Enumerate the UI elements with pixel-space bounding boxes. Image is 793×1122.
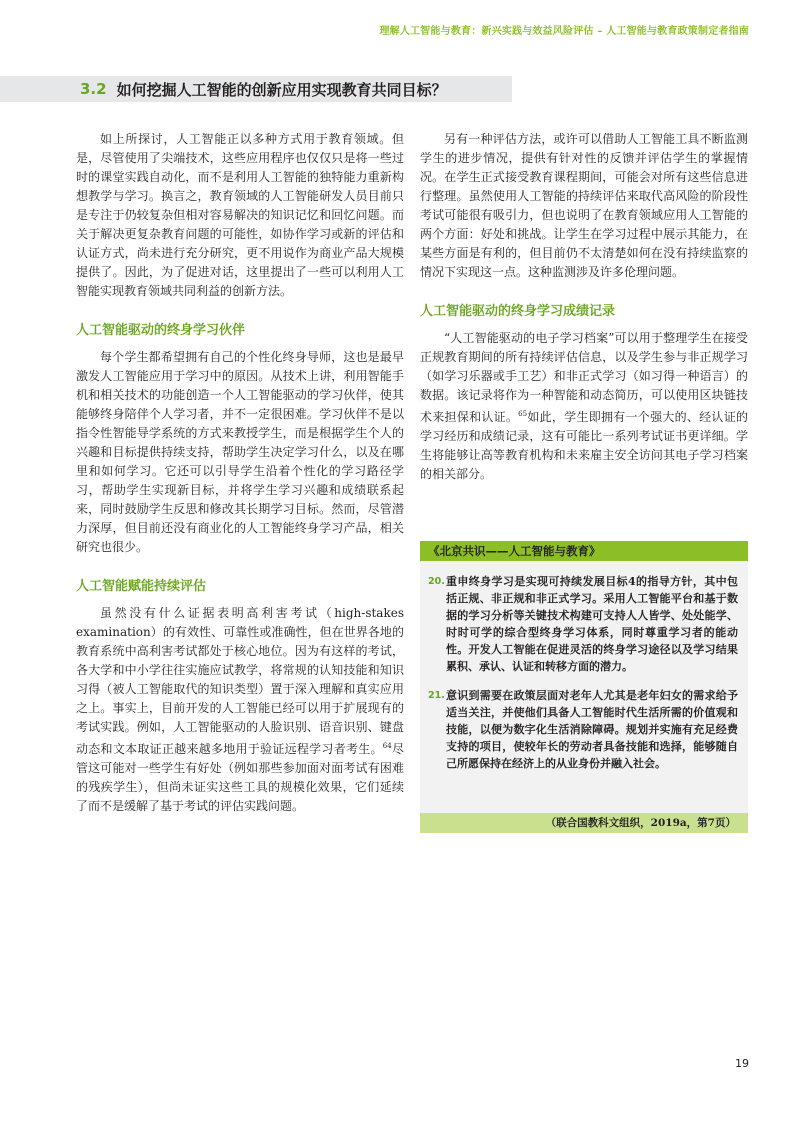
subheading-lifelong-companion: 人工智能驱动的终身学习伙伴 bbox=[76, 323, 246, 338]
page-number: 19 bbox=[735, 1057, 749, 1070]
box-item-text: 意识到需要在政策层面对老年人尤其是老年妇女的需求给予适当关注，并使他们具备人工智能时代生活所需的价值观和技能，以便为数字化生活消除障碍。规划并实施有充足经费支持的项目，使较年长的劳动者具备技能和选择，能够随自己所愿保持在经济上的从业身份并融入社会。 bbox=[446, 689, 738, 770]
subheading-continuous-assessment: 人工智能赋能持续评估 bbox=[76, 579, 207, 594]
box-source: （联合国教科文组织，2019a，第7页） bbox=[420, 813, 748, 833]
paragraph-lifelong-record bbox=[420, 329, 748, 484]
box-item-number: 21. bbox=[428, 690, 445, 701]
beijing-consensus-box bbox=[420, 541, 748, 833]
paragraph-assessment-alternative: 另有一种评估方法，或许可以借助人工智能工具不断监测学生的进步情况，提供有针对性的反馈并评估学生的掌握情况。在学生正式接受教育课程期间，可能会对所有这些信息进行整理。虽然使用人工智能的持续评估来取代高风险的阶段性考试可能很有吸引力，但也说明了在教育领域应用人工智能的两个方面：好处和挑战。让学生在学习过程中展示其能力，在某些方面是有利的，但目前仍不太清楚如何在没有持续监察的情况下实现这一点。这种监测涉及许多伦理问题。 bbox=[420, 132, 748, 279]
paragraph-continuous-assessment bbox=[76, 604, 404, 816]
box-item-number: 20. bbox=[428, 576, 445, 587]
box-item bbox=[420, 573, 748, 675]
box-item bbox=[420, 687, 748, 772]
section-title: 如何挖掘人工智能的创新应用实现教育共同目标？ bbox=[116, 80, 447, 99]
box-item-text: 重申终身学习是实现可持续发展目标4的指导方针，其中包括正规、非正规和非正式学习。采用人工智能平台和基于数据的学习分析等关键技术构建可支持人人皆学、处处能学、时时可学的综合型终身学习体系，同时尊重学习者的能动性。开发人工智能在促进灵活的终身学习途径以及学习结果累积、承认、认证和转移方面的潜力。 bbox=[446, 575, 738, 673]
running-header: 理解人工智能与教育：新兴实践与效益风险评估 – 人工智能与教育政策制定者指南 bbox=[379, 26, 749, 37]
section-number: 3.2 bbox=[80, 80, 107, 98]
box-heading: 《北京共识——人工智能与教育》 bbox=[420, 541, 748, 561]
paragraph-part: 虽然没有什么证据表明高利害考试（high-stakes examination）的有效性、可靠性或准确性，但在世界各地的教育系统中高利害考试都处于核心地位。因为有这样的考试，各大学和中小学往往实施应试教学，将常规的认知技能和知识习得（被人工智能取代的知识类型）置于深入理解和真实应用之上。事实上，目前开发的人工智能已经可以用于扩展现有的考试实践。例如，人工智能驱动的人脸识别、语音识别、键盘动态和文本取证正越来越多地用于验证远程学习者考生。 bbox=[76, 606, 404, 756]
paragraph-part: 尽管这可能对一些学生有好处（例如那些参加面对面考试有困难的残疾学生），但尚未证实这些工具的规模化效果，它们延续了而不是缓解了基于考试的评估实践问题。 bbox=[76, 742, 404, 813]
footnote-ref-64[interactable]: 64 bbox=[382, 742, 392, 750]
paragraph-part: 如此，学生即拥有一个强大的、经认证的学习经历和成绩记录，这有可能比一系列考试证书更详细。学生将能够让高等教育机构和未来雇主安全访问其电子学习档案的相关部分。 bbox=[420, 410, 748, 481]
footnote-ref-65[interactable]: 65 bbox=[518, 410, 528, 418]
subheading-lifelong-record: 人工智能驱动的终身学习成绩记录 bbox=[420, 304, 616, 319]
paragraph-part: “人工智能驱动的电子学习档案”可以用于整理学生在接受正规教育期间的所有持续评估信息，以及学生参与非正规学习（如学习乐器或手工艺）和非正式学习（如习得一种语言）的数据。该记录将作为一种智能和动态简历，可以使用区块链技术来担保和认证。 bbox=[420, 331, 748, 424]
intro-paragraph: 如上所探讨，人工智能正以多种方式用于教育领域。但是，尽管使用了尖端技术，这些应用程序也仅仅只是将一些过时的课堂实践自动化，而不是利用人工智能的独特能力重新构想教学与学习。换言之，教育领域的人工智能研发人员目前只是专注于仍较复杂但相对容易解决的知识记忆和回忆问题。而关于解决更复杂教育问题的可能性，如协作学习或新的评估和认证方式，尚未进行充分研究，更不用说作为商业产品大规模提供了。因此，为了促进对话，这里提出了一些可以利用人工智能实现教育领域共同利益的创新方法。 bbox=[76, 132, 404, 298]
paragraph-lifelong-companion: 每个学生都希望拥有自己的个性化终身导师，这也是最早激发人工智能应用于学习中的原因。从技术上讲，利用智能手机和相关技术的功能创造一个人工智能驱动的学习伙伴，使其能够终身陪伴个人学习者，并不一定很困难。学习伙伴不是以指令性智能导学系统的方式来教授学生，而是根据学生个人的兴趣和目标提供持续支持，帮助学生决定学习什么，以及在哪里和如何学习。它还可以引导学生沿着个性化的学习路径学习，帮助学生实现新目标，并将学生学习兴趣和成绩联系起来，同时鼓励学生反思和修改其长期学习目标。然而，尽管潜力深厚，但目前还没有商业化的人工智能终身学习产品，相关研究也很少。 bbox=[76, 350, 404, 554]
right-column bbox=[420, 130, 748, 504]
section-heading bbox=[0, 76, 512, 102]
left-column bbox=[76, 130, 404, 836]
